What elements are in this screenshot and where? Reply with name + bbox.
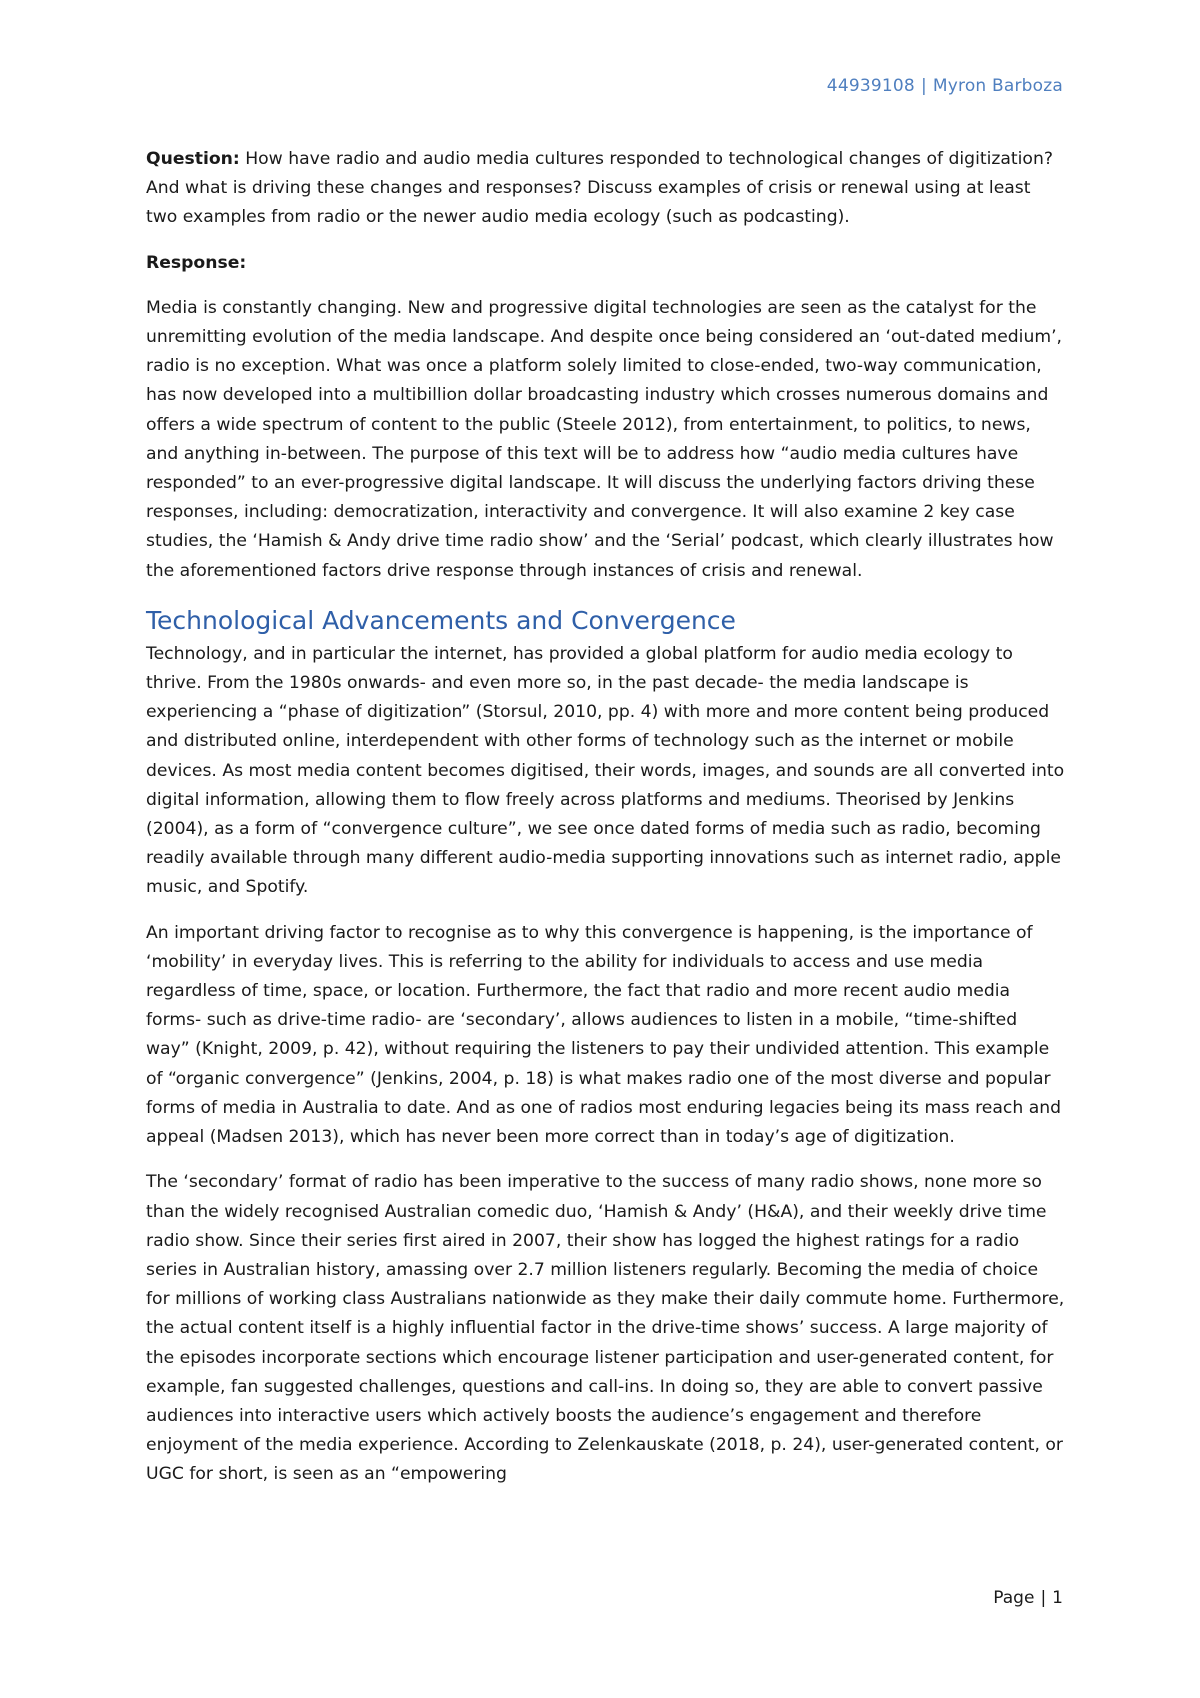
section-heading: Technological Advancements and Convergence bbox=[146, 605, 736, 635]
response-label: Response: bbox=[146, 252, 247, 273]
student-id: 44939108 bbox=[826, 76, 915, 96]
question-text: How have radio and audio media cultures responded to technological changes of digitization? And what is driving these changes and responses? Discuss examples of crisis or renewal using at least two examples from radio or the newer audio media ecology (such as podcasting). bbox=[146, 149, 1053, 228]
page-number: 1 bbox=[1052, 1588, 1063, 1608]
section-paragraph: The ‘secondary’ format of radio has been imperative to the success of many radio shows, none more so than the widely recognised Australian comedic duo, ‘Hamish & Andy’ (H&A), and their weekly drive time radio show. Since their series first aired in 2007, their show has logged the highest ratings for a radio series in Australian history, amassing over 2.7 million listeners regularly. Becoming the media of choice for millions of working class Australians nationwide as they make their daily commute home. Furthermore, the actual content itself is a highly influential factor in the drive-time shows’ success. A large majority of the episodes incorporate sections which encourage listener participation and user-generated content, for example, fan suggested challenges, questions and call-ins. In doing so, they are able to convert passive audiences into interactive users which actively boosts the audience’s engagement and therefore enjoyment of the media experience. According to Zelenkauskate (2018, p. 24), user-generated content, or UGC for short, is seen as an “empowering bbox=[146, 1172, 1065, 1485]
section-paragraph: An important driving factor to recognise as to why this convergence is happening, is the importance of ‘mobility’ in everyday lives. This is referring to the ability for individuals to access and use media regardless of time, space, or location. Furthermore, the fact that radio and more recent audio media forms- such as drive-time radio- are ‘secondary’, allows audiences to listen in a mobile, “time-shifted way” (Knight, 2009, p. 42), without requiring the listeners to pay their undivided attention. This example of “organic convergence” (Jenkins, 2004, p. 18) is what makes radio one of the most diverse and popular forms of media in Australia to date. And as one of radios most enduring legacies being its mass reach and appeal (Madsen 2013), which has never been more correct than in today’s age of digitization. bbox=[146, 922, 1062, 1148]
page-footer bbox=[993, 1588, 1063, 1608]
document-body bbox=[146, 145, 1066, 1490]
footer-separator: | bbox=[1040, 1588, 1047, 1608]
header-separator: | bbox=[920, 76, 927, 96]
question-paragraph bbox=[146, 145, 1066, 233]
page-label: Page bbox=[993, 1588, 1035, 1608]
page-header bbox=[827, 76, 1063, 96]
author-name: Myron Barboza bbox=[932, 76, 1063, 96]
response-intro: Media is constantly changing. New and progressive digital technologies are seen as the catalyst for the unremitting evolution of the media landscape. And despite once being considered an ‘out-dated medium’, radio is no exception. What was once a platform solely limited to close-ended, two-way communication, has now developed into a multibillion dollar broadcasting industry which crosses numerous domains and offers a wide spectrum of content to the public (Steele 2012), from entertainment, to politics, to news, and anything in-between. The purpose of this text will be to address how “audio media cultures have responded” to an ever-progressive digital landscape. It will discuss the underlying factors driving these responses, including: democratization, interactivity and convergence. It will also examine 2 key case studies, the ‘Hamish & Andy drive time radio show’ and the ‘Serial’ podcast, which clearly illustrates how the aforementioned factors drive response through instances of crisis and renewal. bbox=[146, 297, 1063, 581]
question-label: Question: bbox=[146, 149, 240, 169]
section-paragraph: Technology, and in particular the internet, has provided a global platform for audio media ecology to thrive. From the 1980s onwards- and even more so, in the past decade- the media landscape is experiencing a “phase of digitization” (Storsul, 2010, pp. 4) with more and more content being produced and distributed online, interdependent with other forms of technology such as the internet or mobile devices. As most media content becomes digitised, their words, images, and sounds are all converted into digital information, allowing them to flow freely across platforms and mediums. Theorised by Jenkins (2004), as a form of “convergence culture”, we see once dated forms of media such as radio, becoming readily available through many different audio-media supporting innovations such as internet radio, apple music, and Spotify. bbox=[146, 643, 1065, 898]
